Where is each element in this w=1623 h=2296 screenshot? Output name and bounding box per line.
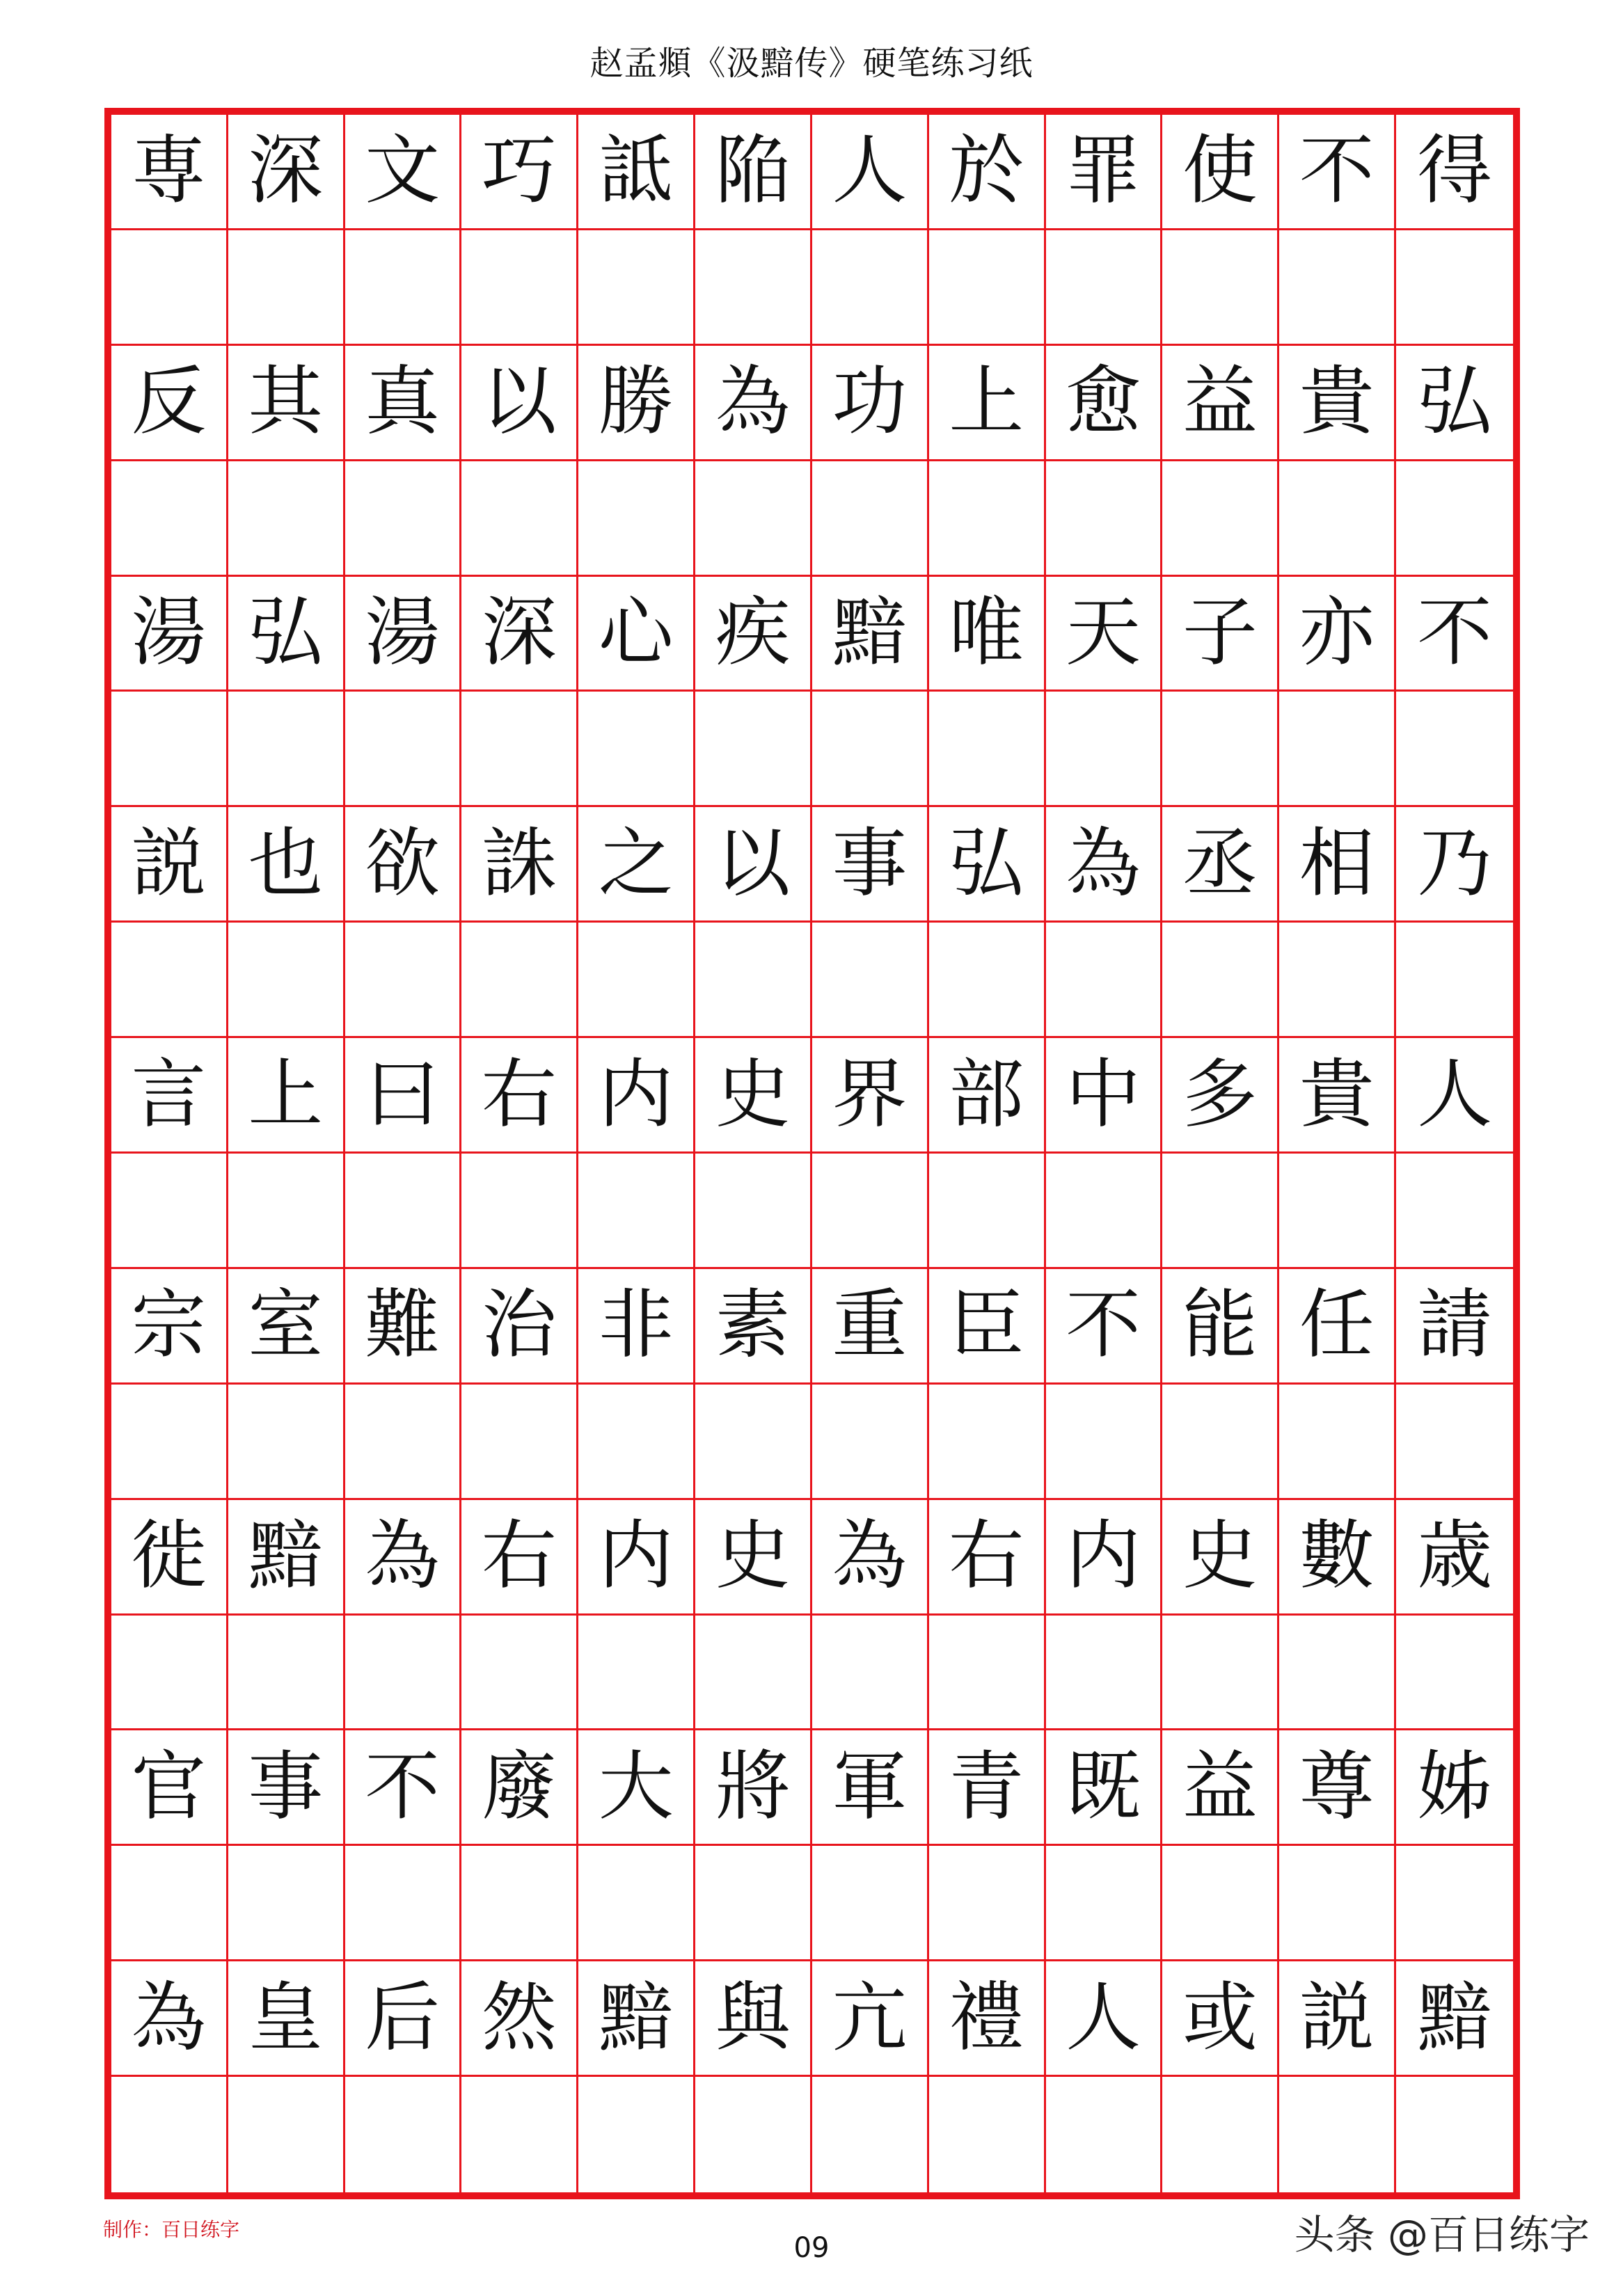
character-cell: 史 (1162, 1500, 1279, 1616)
character-cell: 黯 (578, 1961, 695, 2077)
credit-label: 制作：百日练字 (103, 2218, 240, 2241)
character-cell: 為 (345, 1500, 462, 1616)
character-cell: 或 (1162, 1961, 1279, 2077)
character-cell: 於 (929, 115, 1046, 230)
character-cell: 弘 (1396, 346, 1513, 461)
character-cell: 亦 (1279, 577, 1396, 692)
character-cell: 勝 (578, 346, 695, 461)
character-cell: 請 (1396, 1269, 1513, 1385)
blank-practice-cell (578, 1154, 695, 1269)
blank-practice-cell (812, 1616, 929, 1731)
character-cell: 為 (111, 1961, 228, 2077)
character-cell: 為 (695, 346, 812, 461)
blank-practice-cell (1279, 230, 1396, 346)
character-cell: 宗 (111, 1269, 228, 1385)
character-cell: 真 (345, 346, 462, 461)
blank-practice-cell (695, 1846, 812, 1961)
blank-practice-cell (111, 1154, 228, 1269)
character-cell: 姊 (1396, 1730, 1513, 1846)
blank-practice-cell (695, 692, 812, 807)
character-cell: 天 (1046, 577, 1163, 692)
blank-practice-cell (929, 1154, 1046, 1269)
character-cell: 之 (578, 807, 695, 923)
character-cell: 益 (1162, 346, 1279, 461)
character-cell: 事 (228, 1730, 345, 1846)
character-cell: 陥 (695, 115, 812, 230)
character-cell: 為 (812, 1500, 929, 1616)
character-cell: 為 (1046, 807, 1163, 923)
character-cell: 貴 (1279, 1038, 1396, 1154)
blank-practice-cell (578, 923, 695, 1038)
character-cell: 軍 (812, 1730, 929, 1846)
blank-practice-cell (578, 230, 695, 346)
character-cell: 臣 (929, 1269, 1046, 1385)
blank-practice-cell (929, 692, 1046, 807)
character-cell: 上 (228, 1038, 345, 1154)
blank-practice-cell (345, 1385, 462, 1500)
blank-practice-cell (695, 461, 812, 577)
character-cell: 以 (695, 807, 812, 923)
character-cell: 室 (228, 1269, 345, 1385)
character-cell: 青 (929, 1730, 1046, 1846)
blank-practice-cell (812, 1846, 929, 1961)
blank-practice-cell (695, 923, 812, 1038)
character-cell: 説 (1279, 1961, 1396, 2077)
character-cell: 文 (345, 115, 462, 230)
character-cell: 使 (1162, 115, 1279, 230)
blank-practice-cell (929, 923, 1046, 1038)
blank-practice-cell (812, 923, 929, 1038)
character-cell: 唯 (929, 577, 1046, 692)
blank-practice-cell (1279, 1154, 1396, 1269)
blank-practice-cell (1396, 692, 1513, 807)
blank-practice-cell (461, 1385, 578, 1500)
blank-practice-cell (1162, 2077, 1279, 2192)
blank-practice-cell (812, 2077, 929, 2192)
blank-practice-cell (111, 230, 228, 346)
blank-practice-cell (461, 1846, 578, 1961)
character-cell: 事 (812, 807, 929, 923)
character-cell: 不 (1396, 577, 1513, 692)
blank-practice-cell (461, 923, 578, 1038)
character-cell: 將 (695, 1730, 812, 1846)
character-cell: 多 (1162, 1038, 1279, 1154)
character-cell: 大 (578, 1730, 695, 1846)
blank-practice-cell (228, 692, 345, 807)
blank-practice-cell (345, 230, 462, 346)
blank-practice-cell (111, 692, 228, 807)
character-cell: 徙 (111, 1500, 228, 1616)
blank-practice-cell (929, 230, 1046, 346)
blank-practice-cell (1046, 2077, 1163, 2192)
blank-practice-cell (461, 2077, 578, 2192)
character-cell: 素 (695, 1269, 812, 1385)
blank-practice-cell (695, 1154, 812, 1269)
character-cell: 内 (1046, 1500, 1163, 1616)
character-cell: 弘 (929, 807, 1046, 923)
blank-practice-cell (1279, 923, 1396, 1038)
blank-practice-cell (228, 2077, 345, 2192)
blank-practice-cell (1046, 230, 1163, 346)
character-cell: 能 (1162, 1269, 1279, 1385)
blank-practice-cell (1046, 1154, 1163, 1269)
character-cell: 反 (111, 346, 228, 461)
blank-practice-cell (1396, 923, 1513, 1038)
blank-practice-cell (228, 1846, 345, 1961)
blank-practice-cell (1396, 2077, 1513, 2192)
character-cell: 禮 (929, 1961, 1046, 2077)
blank-practice-cell (812, 461, 929, 577)
character-cell: 湯 (111, 577, 228, 692)
blank-practice-cell (1279, 692, 1396, 807)
character-cell: 弘 (228, 577, 345, 692)
character-cell: 界 (812, 1038, 929, 1154)
practice-grid (111, 115, 1513, 2192)
character-cell: 亢 (812, 1961, 929, 2077)
character-cell: 任 (1279, 1269, 1396, 1385)
blank-practice-cell (695, 2077, 812, 2192)
character-cell: 罪 (1046, 115, 1163, 230)
character-cell: 湯 (345, 577, 462, 692)
blank-practice-cell (228, 1616, 345, 1731)
blank-practice-cell (929, 1385, 1046, 1500)
blank-practice-cell (812, 230, 929, 346)
blank-practice-cell (578, 1616, 695, 1731)
blank-practice-cell (345, 1846, 462, 1961)
blank-practice-cell (228, 230, 345, 346)
blank-practice-cell (228, 1385, 345, 1500)
blank-practice-cell (345, 1616, 462, 1731)
blank-practice-cell (929, 461, 1046, 577)
character-cell: 専 (111, 115, 228, 230)
blank-practice-cell (695, 1385, 812, 1500)
character-cell: 尊 (1279, 1730, 1396, 1846)
blank-practice-cell (578, 461, 695, 577)
blank-practice-cell (1279, 1846, 1396, 1961)
character-cell: 内 (578, 1038, 695, 1154)
character-cell: 其 (228, 346, 345, 461)
blank-practice-cell (111, 1385, 228, 1500)
character-cell: 部 (929, 1038, 1046, 1154)
character-cell: 數 (1279, 1500, 1396, 1616)
blank-practice-cell (345, 1154, 462, 1269)
blank-practice-cell (1046, 1846, 1163, 1961)
blank-practice-cell (1162, 1154, 1279, 1269)
blank-practice-cell (1396, 1385, 1513, 1500)
blank-practice-cell (111, 2077, 228, 2192)
blank-practice-cell (812, 1154, 929, 1269)
blank-practice-cell (1162, 923, 1279, 1038)
character-cell: 内 (578, 1500, 695, 1616)
blank-practice-cell (1396, 1616, 1513, 1731)
blank-practice-cell (461, 1154, 578, 1269)
character-cell: 言 (111, 1038, 228, 1154)
character-cell: 愈 (1046, 346, 1163, 461)
blank-practice-cell (1046, 1616, 1163, 1731)
character-cell: 難 (345, 1269, 462, 1385)
blank-practice-cell (1162, 1385, 1279, 1500)
character-cell: 子 (1162, 577, 1279, 692)
character-cell: 廢 (461, 1730, 578, 1846)
character-cell: 詆 (578, 115, 695, 230)
page-title: 赵孟頫《汲黯传》硬笔练习纸 (589, 44, 1034, 83)
character-cell: 重 (812, 1269, 929, 1385)
blank-practice-cell (695, 1616, 812, 1731)
blank-practice-cell (461, 461, 578, 577)
character-cell: 乃 (1396, 807, 1513, 923)
blank-practice-cell (111, 1616, 228, 1731)
character-cell: 不 (345, 1730, 462, 1846)
blank-practice-cell (1046, 1385, 1163, 1500)
character-cell: 右 (461, 1038, 578, 1154)
blank-practice-cell (1279, 461, 1396, 577)
blank-practice-cell (1396, 1846, 1513, 1961)
character-cell: 深 (228, 115, 345, 230)
character-cell: 益 (1162, 1730, 1279, 1846)
blank-practice-cell (1046, 923, 1163, 1038)
character-cell: 既 (1046, 1730, 1163, 1846)
blank-practice-cell (111, 461, 228, 577)
character-cell: 然 (461, 1961, 578, 2077)
character-cell: 人 (1046, 1961, 1163, 2077)
blank-practice-cell (695, 230, 812, 346)
blank-practice-cell (578, 1846, 695, 1961)
character-cell: 中 (1046, 1038, 1163, 1154)
blank-practice-cell (1396, 1154, 1513, 1269)
character-cell: 不 (1046, 1269, 1163, 1385)
blank-practice-cell (1162, 1616, 1279, 1731)
character-cell: 史 (695, 1500, 812, 1616)
blank-practice-cell (1162, 692, 1279, 807)
character-cell: 官 (111, 1730, 228, 1846)
blank-practice-cell (461, 1616, 578, 1731)
blank-practice-cell (1279, 2077, 1396, 2192)
blank-practice-cell (461, 692, 578, 807)
character-cell: 丞 (1162, 807, 1279, 923)
character-cell: 后 (345, 1961, 462, 2077)
character-cell: 也 (228, 807, 345, 923)
character-cell: 曰 (345, 1038, 462, 1154)
character-cell: 説 (111, 807, 228, 923)
blank-practice-cell (228, 1154, 345, 1269)
character-cell: 與 (695, 1961, 812, 2077)
character-cell: 黯 (812, 577, 929, 692)
character-cell: 史 (695, 1038, 812, 1154)
blank-practice-cell (1046, 692, 1163, 807)
blank-practice-cell (345, 2077, 462, 2192)
blank-practice-cell (1046, 461, 1163, 577)
blank-practice-cell (1162, 461, 1279, 577)
blank-practice-cell (228, 461, 345, 577)
character-cell: 誅 (461, 807, 578, 923)
blank-practice-cell (578, 2077, 695, 2192)
character-cell: 貴 (1279, 346, 1396, 461)
blank-practice-cell (111, 1846, 228, 1961)
page-number: 09 (793, 2232, 830, 2264)
blank-practice-cell (228, 923, 345, 1038)
character-cell: 非 (578, 1269, 695, 1385)
character-cell: 以 (461, 346, 578, 461)
character-cell: 上 (929, 346, 1046, 461)
character-cell: 疾 (695, 577, 812, 692)
character-cell: 右 (461, 1500, 578, 1616)
blank-practice-cell (1279, 1616, 1396, 1731)
blank-practice-cell (1162, 230, 1279, 346)
blank-practice-cell (1279, 1385, 1396, 1500)
blank-practice-cell (461, 230, 578, 346)
character-cell: 功 (812, 346, 929, 461)
character-cell: 右 (929, 1500, 1046, 1616)
character-cell: 人 (1396, 1038, 1513, 1154)
character-cell: 黯 (1396, 1961, 1513, 2077)
character-cell: 相 (1279, 807, 1396, 923)
blank-practice-cell (578, 692, 695, 807)
character-cell: 黯 (228, 1500, 345, 1616)
character-cell: 心 (578, 577, 695, 692)
character-cell: 治 (461, 1269, 578, 1385)
character-cell: 不 (1279, 115, 1396, 230)
blank-practice-cell (345, 923, 462, 1038)
blank-practice-cell (1396, 230, 1513, 346)
character-cell: 人 (812, 115, 929, 230)
watermark: 头条 @百日练字 (1294, 2211, 1590, 2258)
character-cell: 欲 (345, 807, 462, 923)
character-cell: 得 (1396, 115, 1513, 230)
blank-practice-cell (812, 692, 929, 807)
character-cell: 深 (461, 577, 578, 692)
blank-practice-cell (345, 461, 462, 577)
blank-practice-cell (1162, 1846, 1279, 1961)
blank-practice-cell (929, 2077, 1046, 2192)
blank-practice-cell (111, 923, 228, 1038)
blank-practice-cell (929, 1846, 1046, 1961)
blank-practice-cell (812, 1385, 929, 1500)
blank-practice-cell (578, 1385, 695, 1500)
character-cell: 巧 (461, 115, 578, 230)
blank-practice-cell (1396, 461, 1513, 577)
character-cell: 歳 (1396, 1500, 1513, 1616)
blank-practice-cell (929, 1616, 1046, 1731)
character-cell: 皇 (228, 1961, 345, 2077)
blank-practice-cell (345, 692, 462, 807)
